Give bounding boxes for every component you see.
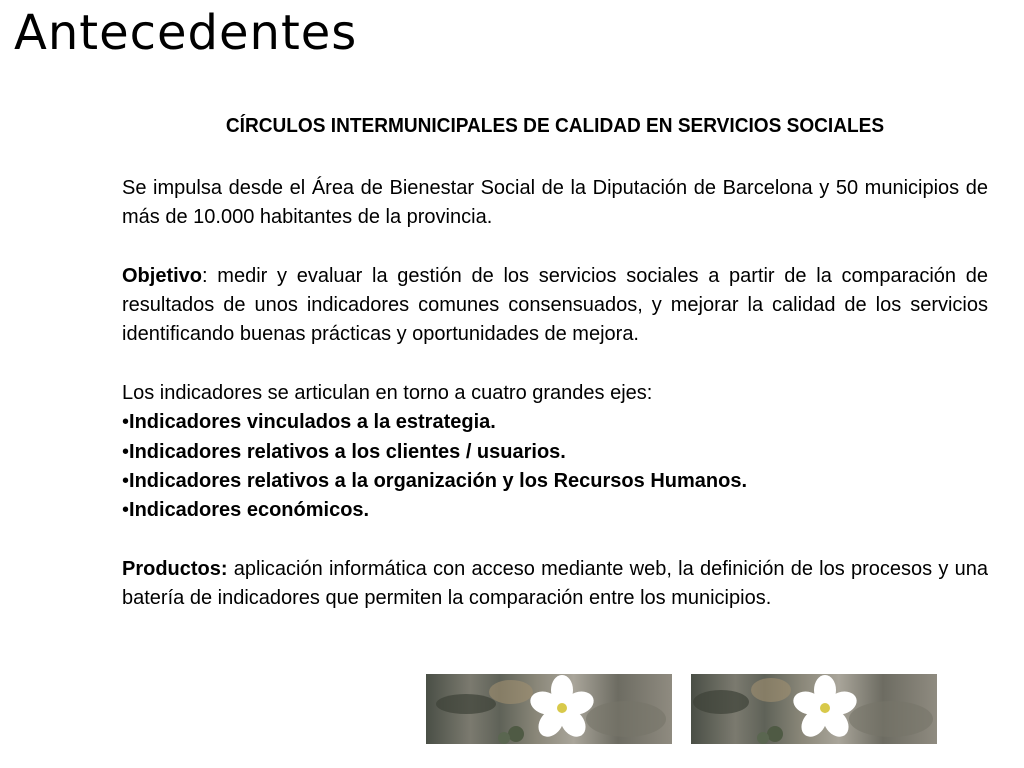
bullet-icon: • [122,469,130,492]
flower-photo-left [426,674,672,744]
bullet-icon: • [122,499,130,522]
objective-paragraph [122,262,988,350]
products-text: aplicación informática con acceso mediante web, la definición de los procesos y una batería de indicadores que permiten la comparación entre los municipios. [122,557,988,610]
bullet-icon: • [122,440,130,463]
axes-intro: Los indicadores se articulan en torno a cuatro grandes ejes: [122,382,653,405]
intro-paragraph: Se impulsa desde el Área de Bienestar Social de la Diputación de Barcelona y 50 municipios de más de 10.000 habitantes de la provincia. [122,177,988,229]
objective-label: Objetivo [122,264,203,287]
flower-photo-right [691,674,937,744]
products-label: Productos: [122,557,228,580]
bullet-icon: • [122,411,130,434]
list-item-text: Indicadores relativos a la organización y los Recursos Humanos. [129,469,747,492]
slide-title: Antecedentes [14,5,358,61]
list-item-text: Indicadores vinculados a la estrategia. [129,411,496,434]
list-item [122,408,988,437]
objective-text: : medir y evaluar la gestión de los servicios sociales a partir de la comparación de resultados de unos indicadores comunes consensuados, y mejorar la calidad de los servicios identificando buenas prácticas y oportunidades de mejora. [122,264,988,346]
list-item [122,438,988,467]
list-item-text: Indicadores económicos. [129,499,370,522]
slide-body [122,174,988,613]
slide-subtitle: CÍRCULOS INTERMUNICIPALES DE CALIDAD EN SERVICIOS SOCIALES [225,114,885,137]
flower-icon [691,674,937,744]
products-paragraph [122,555,988,614]
list-item [122,496,988,525]
list-item [122,467,988,496]
flower-icon [426,674,672,744]
list-item-text: Indicadores relativos a los clientes / usuarios. [129,440,566,463]
